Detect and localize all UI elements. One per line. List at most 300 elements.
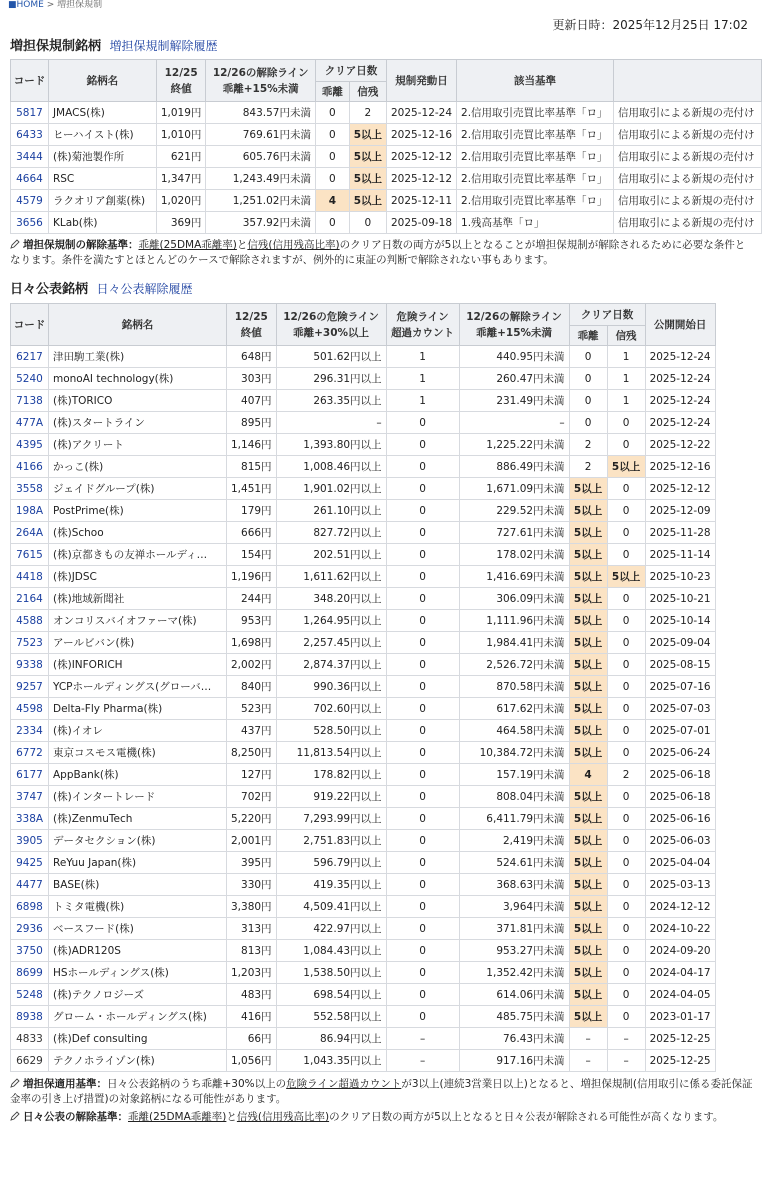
danger-over-count: 0 (386, 434, 459, 456)
col-name: 銘柄名 (48, 60, 156, 102)
table-row[interactable] (11, 610, 716, 632)
stock-name: グローム・ホールディングス(株) (49, 1006, 227, 1028)
release-line: 260.47円未満 (459, 368, 569, 390)
stock-code-link[interactable]: 338A (11, 808, 49, 830)
danger-count-link[interactable]: 危険ライン超過カウント (286, 1078, 402, 1090)
start-date: 2025-03-13 (645, 874, 715, 896)
table-row[interactable] (11, 478, 716, 500)
clear-kairi: 4 (316, 190, 350, 212)
stock-code-link[interactable]: 6177 (11, 764, 49, 786)
clear-shinzan: 0 (607, 698, 645, 720)
criteria: 2.信用取引売買比率基準「ロ」 (457, 124, 614, 146)
stock-name: (株)ZenmuTech (49, 808, 227, 830)
clear-shinzan: – (607, 1050, 645, 1072)
stock-name: (株)Schoo (49, 522, 227, 544)
section-title-margin-regulation (0, 36, 762, 56)
start-date: 2025-09-18 (387, 212, 457, 234)
close-price: 66円 (227, 1028, 277, 1050)
stock-code-link[interactable]: 198A (11, 500, 49, 522)
release-line: 178.02円未満 (459, 544, 569, 566)
stock-name: (株)テクノロジーズ (49, 984, 227, 1006)
danger-line: 990.36円以上 (276, 676, 386, 698)
danger-line: 827.72円以上 (276, 522, 386, 544)
release-line: 614.06円未満 (459, 984, 569, 1006)
stock-code-link[interactable]: 7138 (11, 390, 49, 412)
close-price: 953円 (227, 610, 277, 632)
clear-kairi: 5以上 (569, 544, 607, 566)
stock-code-link[interactable]: 3656 (11, 212, 49, 234)
start-date: 2025-07-01 (645, 720, 715, 742)
danger-line: 528.50円以上 (276, 720, 386, 742)
stock-name: 津田駒工業(株) (49, 346, 227, 368)
release-line: 769.61円未満 (206, 124, 316, 146)
stock-name: (株)JDSC (49, 566, 227, 588)
clear-shinzan: 0 (607, 874, 645, 896)
close-price: 1,698円 (227, 632, 277, 654)
start-date: 2025-11-14 (645, 544, 715, 566)
stock-code-link[interactable]: 5817 (11, 102, 49, 124)
table-row[interactable] (11, 808, 716, 830)
danger-over-count: 0 (386, 588, 459, 610)
stock-code-link[interactable]: 3905 (11, 830, 49, 852)
table-row[interactable] (11, 654, 716, 676)
close-price: 303円 (227, 368, 277, 390)
table-row[interactable] (11, 146, 762, 168)
stock-code-link[interactable]: 477A (11, 412, 49, 434)
clear-shinzan: 0 (607, 654, 645, 676)
close-price: 154円 (227, 544, 277, 566)
danger-line: 11,813.54円以上 (276, 742, 386, 764)
danger-over-count: 0 (386, 544, 459, 566)
danger-over-count: 0 (386, 566, 459, 588)
stock-code-link[interactable]: 4598 (11, 698, 49, 720)
breadcrumb-home-link[interactable]: ■HOME (8, 0, 44, 10)
release-line: 2,526.72円未満 (459, 654, 569, 676)
release-line: 440.95円未満 (459, 346, 569, 368)
start-date: 2025-12-24 (645, 390, 715, 412)
clear-kairi: 5以上 (569, 588, 607, 610)
clear-kairi: 0 (569, 390, 607, 412)
stock-code-link[interactable]: 6433 (11, 124, 49, 146)
danger-over-count: 0 (386, 742, 459, 764)
start-date: 2024-09-20 (645, 940, 715, 962)
start-date: 2025-12-24 (645, 412, 715, 434)
stock-code-link[interactable]: 6217 (11, 346, 49, 368)
regulation-note: 信用取引による新規の売付け (614, 102, 762, 124)
close-price: 313円 (227, 918, 277, 940)
close-price: 648円 (227, 346, 277, 368)
danger-line: 4,509.41円以上 (276, 896, 386, 918)
clear-kairi: 5以上 (569, 676, 607, 698)
table-row[interactable] (11, 124, 762, 146)
danger-line: 178.82円以上 (276, 764, 386, 786)
release-line: 1,111.96円未満 (459, 610, 569, 632)
table-row[interactable] (11, 368, 716, 390)
danger-over-count: 0 (386, 918, 459, 940)
table-row[interactable] (11, 102, 762, 124)
table-row[interactable] (11, 212, 762, 234)
table-row[interactable] (11, 874, 716, 896)
danger-line: 263.35円以上 (276, 390, 386, 412)
stock-name: トミタ電機(株) (49, 896, 227, 918)
regulation-note: 信用取引による新規の売付け (614, 168, 762, 190)
danger-over-count: 0 (386, 962, 459, 984)
start-date: 2025-04-04 (645, 852, 715, 874)
col2-release-line: 12/26の解除ライン 乖離+15%未満 (459, 304, 569, 346)
start-date: 2025-06-18 (645, 764, 715, 786)
release-line: 229.52円未満 (459, 500, 569, 522)
clear-shinzan: 2 (607, 764, 645, 786)
table-row[interactable] (11, 962, 716, 984)
clear-shinzan: 0 (607, 742, 645, 764)
table-row[interactable] (11, 698, 716, 720)
release-line: 1,671.09円未満 (459, 478, 569, 500)
stock-code-link[interactable]: 4395 (11, 434, 49, 456)
danger-line: 422.97円以上 (276, 918, 386, 940)
stock-code-link[interactable]: 2334 (11, 720, 49, 742)
stock-name: Delta-Fly Pharma(株) (49, 698, 227, 720)
close-price: 395円 (227, 852, 277, 874)
clear-kairi: 0 (316, 212, 350, 234)
col-release-line: 12/26の解除ライン 乖離+15%未満 (206, 60, 316, 102)
stock-code-link[interactable]: 3558 (11, 478, 49, 500)
table-row[interactable] (11, 1028, 716, 1050)
table-row[interactable] (11, 786, 716, 808)
close-price: 1,056円 (227, 1050, 277, 1072)
section-title-daily-publication (0, 279, 762, 299)
stock-code-link[interactable]: 9425 (11, 852, 49, 874)
release-line: 808.04円未満 (459, 786, 569, 808)
stock-code-link[interactable]: 2164 (11, 588, 49, 610)
clear-kairi: – (569, 1028, 607, 1050)
close-price: 895円 (227, 412, 277, 434)
danger-line: 1,393.80円以上 (276, 434, 386, 456)
table-row[interactable] (11, 720, 716, 742)
close-price: 1,203円 (227, 962, 277, 984)
col2-over-count: 危険ライン 超過カウント (386, 304, 459, 346)
stock-name: PostPrime(株) (49, 500, 227, 522)
section1-release-note: 増担保規制の解除基準：乖離(25DMA乖離率)と信残(信用残高比率)のクリア日数の両方が5以上となることが増担保規制が解除されるために必要な条件となります。条件を満たすとほとんどのケースで解除されますが、例外的に東証の判断で解除されない事もあります。 (10, 239, 746, 266)
close-price: 1,196円 (227, 566, 277, 588)
release-line: 727.61円未満 (459, 522, 569, 544)
close-price: 1,451円 (227, 478, 277, 500)
regulation-note: 信用取引による新規の売付け (614, 190, 762, 212)
start-date: 2024-10-22 (645, 918, 715, 940)
table-row[interactable] (11, 588, 716, 610)
danger-line: 419.35円以上 (276, 874, 386, 896)
clear-kairi: 2 (569, 434, 607, 456)
release-line: 464.58円未満 (459, 720, 569, 742)
release-line: 843.57円未満 (206, 102, 316, 124)
close-price: 1,347円 (156, 168, 206, 190)
start-date: 2024-12-12 (645, 896, 715, 918)
danger-line: 501.62円以上 (276, 346, 386, 368)
danger-over-count: 0 (386, 610, 459, 632)
stock-name: オンコリスバイオファーマ(株) (49, 610, 227, 632)
danger-line: 596.79円以上 (276, 852, 386, 874)
start-date: 2025-12-25 (645, 1050, 715, 1072)
regulation-note: 信用取引による新規の売付け (614, 146, 762, 168)
close-price: 179円 (227, 500, 277, 522)
danger-over-count: 0 (386, 500, 459, 522)
release-line: 1,251.02円未満 (206, 190, 316, 212)
clear-shinzan: 0 (607, 610, 645, 632)
clear-kairi: 5以上 (569, 984, 607, 1006)
col-code: コード (11, 60, 49, 102)
clear-kairi: 0 (316, 168, 350, 190)
start-date: 2025-12-22 (645, 434, 715, 456)
clear-kairi: 5以上 (569, 566, 607, 588)
kairi-link[interactable]: 乖離(25DMA乖離率) (138, 239, 237, 251)
release-line: 371.81円未満 (459, 918, 569, 940)
table-row[interactable] (11, 940, 716, 962)
table-row[interactable] (11, 852, 716, 874)
clear-shinzan: 0 (607, 478, 645, 500)
close-price: 840円 (227, 676, 277, 698)
stock-code-link[interactable]: 4166 (11, 456, 49, 478)
danger-line: 1,264.95円以上 (276, 610, 386, 632)
stock-code-link[interactable]: 4579 (11, 190, 49, 212)
start-date: 2025-12-12 (387, 168, 457, 190)
start-date: 2023-01-17 (645, 1006, 715, 1028)
stock-code-link[interactable]: 4477 (11, 874, 49, 896)
release-line: 1,243.49円未満 (206, 168, 316, 190)
table-row[interactable] (11, 346, 716, 368)
col2-start-date: 公開開始日 (645, 304, 715, 346)
stock-code-link[interactable]: 3750 (11, 940, 49, 962)
close-price: 8,250円 (227, 742, 277, 764)
clear-shinzan: 5以上 (607, 566, 645, 588)
close-price: 127円 (227, 764, 277, 786)
danger-over-count: 0 (386, 1006, 459, 1028)
stock-name: (株)ADR120S (49, 940, 227, 962)
clear-shinzan: 0 (607, 918, 645, 940)
stock-code-link[interactable]: 7615 (11, 544, 49, 566)
stock-code-link[interactable]: 9257 (11, 676, 49, 698)
stock-name: JMACS(株) (48, 102, 156, 124)
table-row[interactable] (11, 742, 716, 764)
table-row[interactable] (11, 566, 716, 588)
clear-kairi: 5以上 (569, 478, 607, 500)
criteria: 2.信用取引売買比率基準「ロ」 (457, 168, 614, 190)
table-row[interactable] (11, 500, 716, 522)
close-price: 1,010円 (156, 124, 206, 146)
clear-kairi: 5以上 (569, 500, 607, 522)
table-row[interactable] (11, 412, 716, 434)
table-row[interactable] (11, 896, 716, 918)
table-row[interactable] (11, 390, 716, 412)
clear-kairi: 5以上 (569, 962, 607, 984)
start-date: 2025-12-24 (387, 102, 457, 124)
clear-kairi: 0 (569, 346, 607, 368)
shinzan-link[interactable]: 信残(信用残高比率) (247, 239, 340, 251)
clear-kairi: 5以上 (569, 1006, 607, 1028)
stock-name: ラクオリア創薬(株) (48, 190, 156, 212)
clear-kairi: – (569, 1050, 607, 1072)
table-row[interactable] (11, 168, 762, 190)
pencil-icon (10, 1111, 20, 1121)
stock-name: アールビバン(株) (49, 632, 227, 654)
clear-shinzan: 0 (607, 786, 645, 808)
table-row[interactable] (11, 632, 716, 654)
stock-code-link[interactable]: 264A (11, 522, 49, 544)
stock-name: (株)イオレ (49, 720, 227, 742)
danger-over-count: 0 (386, 984, 459, 1006)
clear-shinzan: 5以上 (349, 146, 386, 168)
close-price: 702円 (227, 786, 277, 808)
stock-code-link[interactable]: 5248 (11, 984, 49, 1006)
danger-line: 919.22円以上 (276, 786, 386, 808)
close-price: 416円 (227, 1006, 277, 1028)
breadcrumb-current: 増担保規制 (57, 0, 103, 10)
clear-shinzan: 1 (607, 368, 645, 390)
danger-line: – (276, 412, 386, 434)
table-row[interactable] (11, 830, 716, 852)
stock-code-link[interactable]: 4418 (11, 566, 49, 588)
table-row[interactable] (11, 676, 716, 698)
close-price: 1,020円 (156, 190, 206, 212)
table-row[interactable] (11, 1006, 716, 1028)
stock-code-link[interactable]: 8699 (11, 962, 49, 984)
clear-shinzan: 1 (607, 346, 645, 368)
stock-code-link[interactable]: 3444 (11, 146, 49, 168)
breadcrumb (0, 0, 762, 12)
clear-shinzan: 0 (607, 1006, 645, 1028)
section2-history-link[interactable]: 日々公表解除履歴 (96, 282, 193, 296)
stock-name: RSC (48, 168, 156, 190)
col-note (614, 60, 762, 102)
col-clear-days: クリア日数 (316, 60, 387, 82)
table-row[interactable] (11, 984, 716, 1006)
stock-code-link: 4833 (11, 1028, 49, 1050)
table-row[interactable] (11, 918, 716, 940)
clear-kairi: 5以上 (569, 610, 607, 632)
release-line: 917.16円未満 (459, 1050, 569, 1072)
clear-kairi: 5以上 (569, 808, 607, 830)
stock-code-link[interactable]: 8938 (11, 1006, 49, 1028)
release-line: 2,419円未満 (459, 830, 569, 852)
table-row[interactable] (11, 522, 716, 544)
criteria: 1.残高基準「ロ」 (457, 212, 614, 234)
clear-shinzan: 0 (607, 720, 645, 742)
table-row[interactable] (11, 190, 762, 212)
stock-code-link[interactable]: 6772 (11, 742, 49, 764)
close-price: 407円 (227, 390, 277, 412)
table-row[interactable] (11, 1050, 716, 1072)
criteria: 2.信用取引売買比率基準「ロ」 (457, 146, 614, 168)
stock-name: HSホールディングス(株) (49, 962, 227, 984)
clear-shinzan: 0 (607, 588, 645, 610)
close-price: 483円 (227, 984, 277, 1006)
stock-name: かっこ(株) (49, 456, 227, 478)
stock-code-link[interactable]: 4588 (11, 610, 49, 632)
clear-shinzan: 0 (607, 808, 645, 830)
stock-name: (株)インタートレード (49, 786, 227, 808)
stock-name: monoAI technology(株) (49, 368, 227, 390)
stock-name: (株)アクリート (49, 434, 227, 456)
start-date: 2024-04-05 (645, 984, 715, 1006)
close-price: 815円 (227, 456, 277, 478)
table-row[interactable] (11, 544, 716, 566)
danger-line: 1,538.50円以上 (276, 962, 386, 984)
clear-kairi: 5以上 (569, 742, 607, 764)
clear-kairi: 5以上 (569, 698, 607, 720)
clear-shinzan: 5以上 (349, 190, 386, 212)
start-date: 2025-08-15 (645, 654, 715, 676)
danger-over-count: 0 (386, 632, 459, 654)
table-row[interactable] (11, 434, 716, 456)
section2-title: 日々公表銘柄 (10, 282, 89, 297)
stock-name: (株)スタートライン (49, 412, 227, 434)
stock-name: ベースフード(株) (49, 918, 227, 940)
danger-line: 261.10円以上 (276, 500, 386, 522)
clear-shinzan: 0 (607, 544, 645, 566)
stock-name: (株)INFORICH (49, 654, 227, 676)
release-line: – (459, 412, 569, 434)
table-row[interactable] (11, 764, 716, 786)
close-price: 3,380円 (227, 896, 277, 918)
col-close: 12/25 終値 (156, 60, 206, 102)
shinzan-link-2[interactable]: 信残(信用残高比率) (236, 1111, 330, 1123)
clear-shinzan: 0 (349, 212, 386, 234)
section1-history-link[interactable]: 増担保規制解除履歴 (109, 39, 218, 53)
clear-kairi: 5以上 (569, 896, 607, 918)
clear-kairi: 0 (316, 124, 350, 146)
kairi-link-2[interactable]: 乖離(25DMA乖離率) (128, 1111, 227, 1123)
stock-code-link[interactable]: 2936 (11, 918, 49, 940)
clear-shinzan: 1 (607, 390, 645, 412)
stock-code-link[interactable]: 3747 (11, 786, 49, 808)
stock-code-link[interactable]: 9338 (11, 654, 49, 676)
clear-kairi: 0 (316, 146, 350, 168)
clear-shinzan: 0 (607, 962, 645, 984)
clear-kairi: 5以上 (569, 830, 607, 852)
breadcrumb-separator: > (46, 0, 55, 10)
clear-kairi: 5以上 (569, 874, 607, 896)
danger-over-count: – (386, 1050, 459, 1072)
stock-name: (株)地域新聞社 (49, 588, 227, 610)
stock-code-link[interactable]: 5240 (11, 368, 49, 390)
start-date: 2025-12-24 (645, 346, 715, 368)
stock-name: テクノホライゾン(株) (49, 1050, 227, 1072)
table-row[interactable] (11, 456, 716, 478)
danger-line: 348.20円以上 (276, 588, 386, 610)
clear-kairi: 0 (569, 368, 607, 390)
danger-over-count: 1 (386, 390, 459, 412)
clear-kairi: 0 (316, 102, 350, 124)
release-line: 1,352.42円未満 (459, 962, 569, 984)
regulation-note: 信用取引による新規の売付け (614, 124, 762, 146)
danger-over-count: 0 (386, 522, 459, 544)
danger-over-count: 0 (386, 456, 459, 478)
danger-over-count: 0 (386, 896, 459, 918)
stock-code-link[interactable]: 4664 (11, 168, 49, 190)
release-line: 886.49円未満 (459, 456, 569, 478)
close-price: 5,220円 (227, 808, 277, 830)
start-date: 2025-10-21 (645, 588, 715, 610)
danger-line: 2,874.37円以上 (276, 654, 386, 676)
stock-name: ヒーハイスト(株) (48, 124, 156, 146)
close-price: 523円 (227, 698, 277, 720)
stock-code-link[interactable]: 7523 (11, 632, 49, 654)
clear-shinzan: 0 (607, 984, 645, 1006)
stock-code-link[interactable]: 6898 (11, 896, 49, 918)
start-date: 2025-07-16 (645, 676, 715, 698)
col-clear-kairi: 乖離 (316, 82, 350, 102)
clear-shinzan: 5以上 (349, 168, 386, 190)
danger-over-count: 0 (386, 478, 459, 500)
clear-kairi: 4 (569, 764, 607, 786)
